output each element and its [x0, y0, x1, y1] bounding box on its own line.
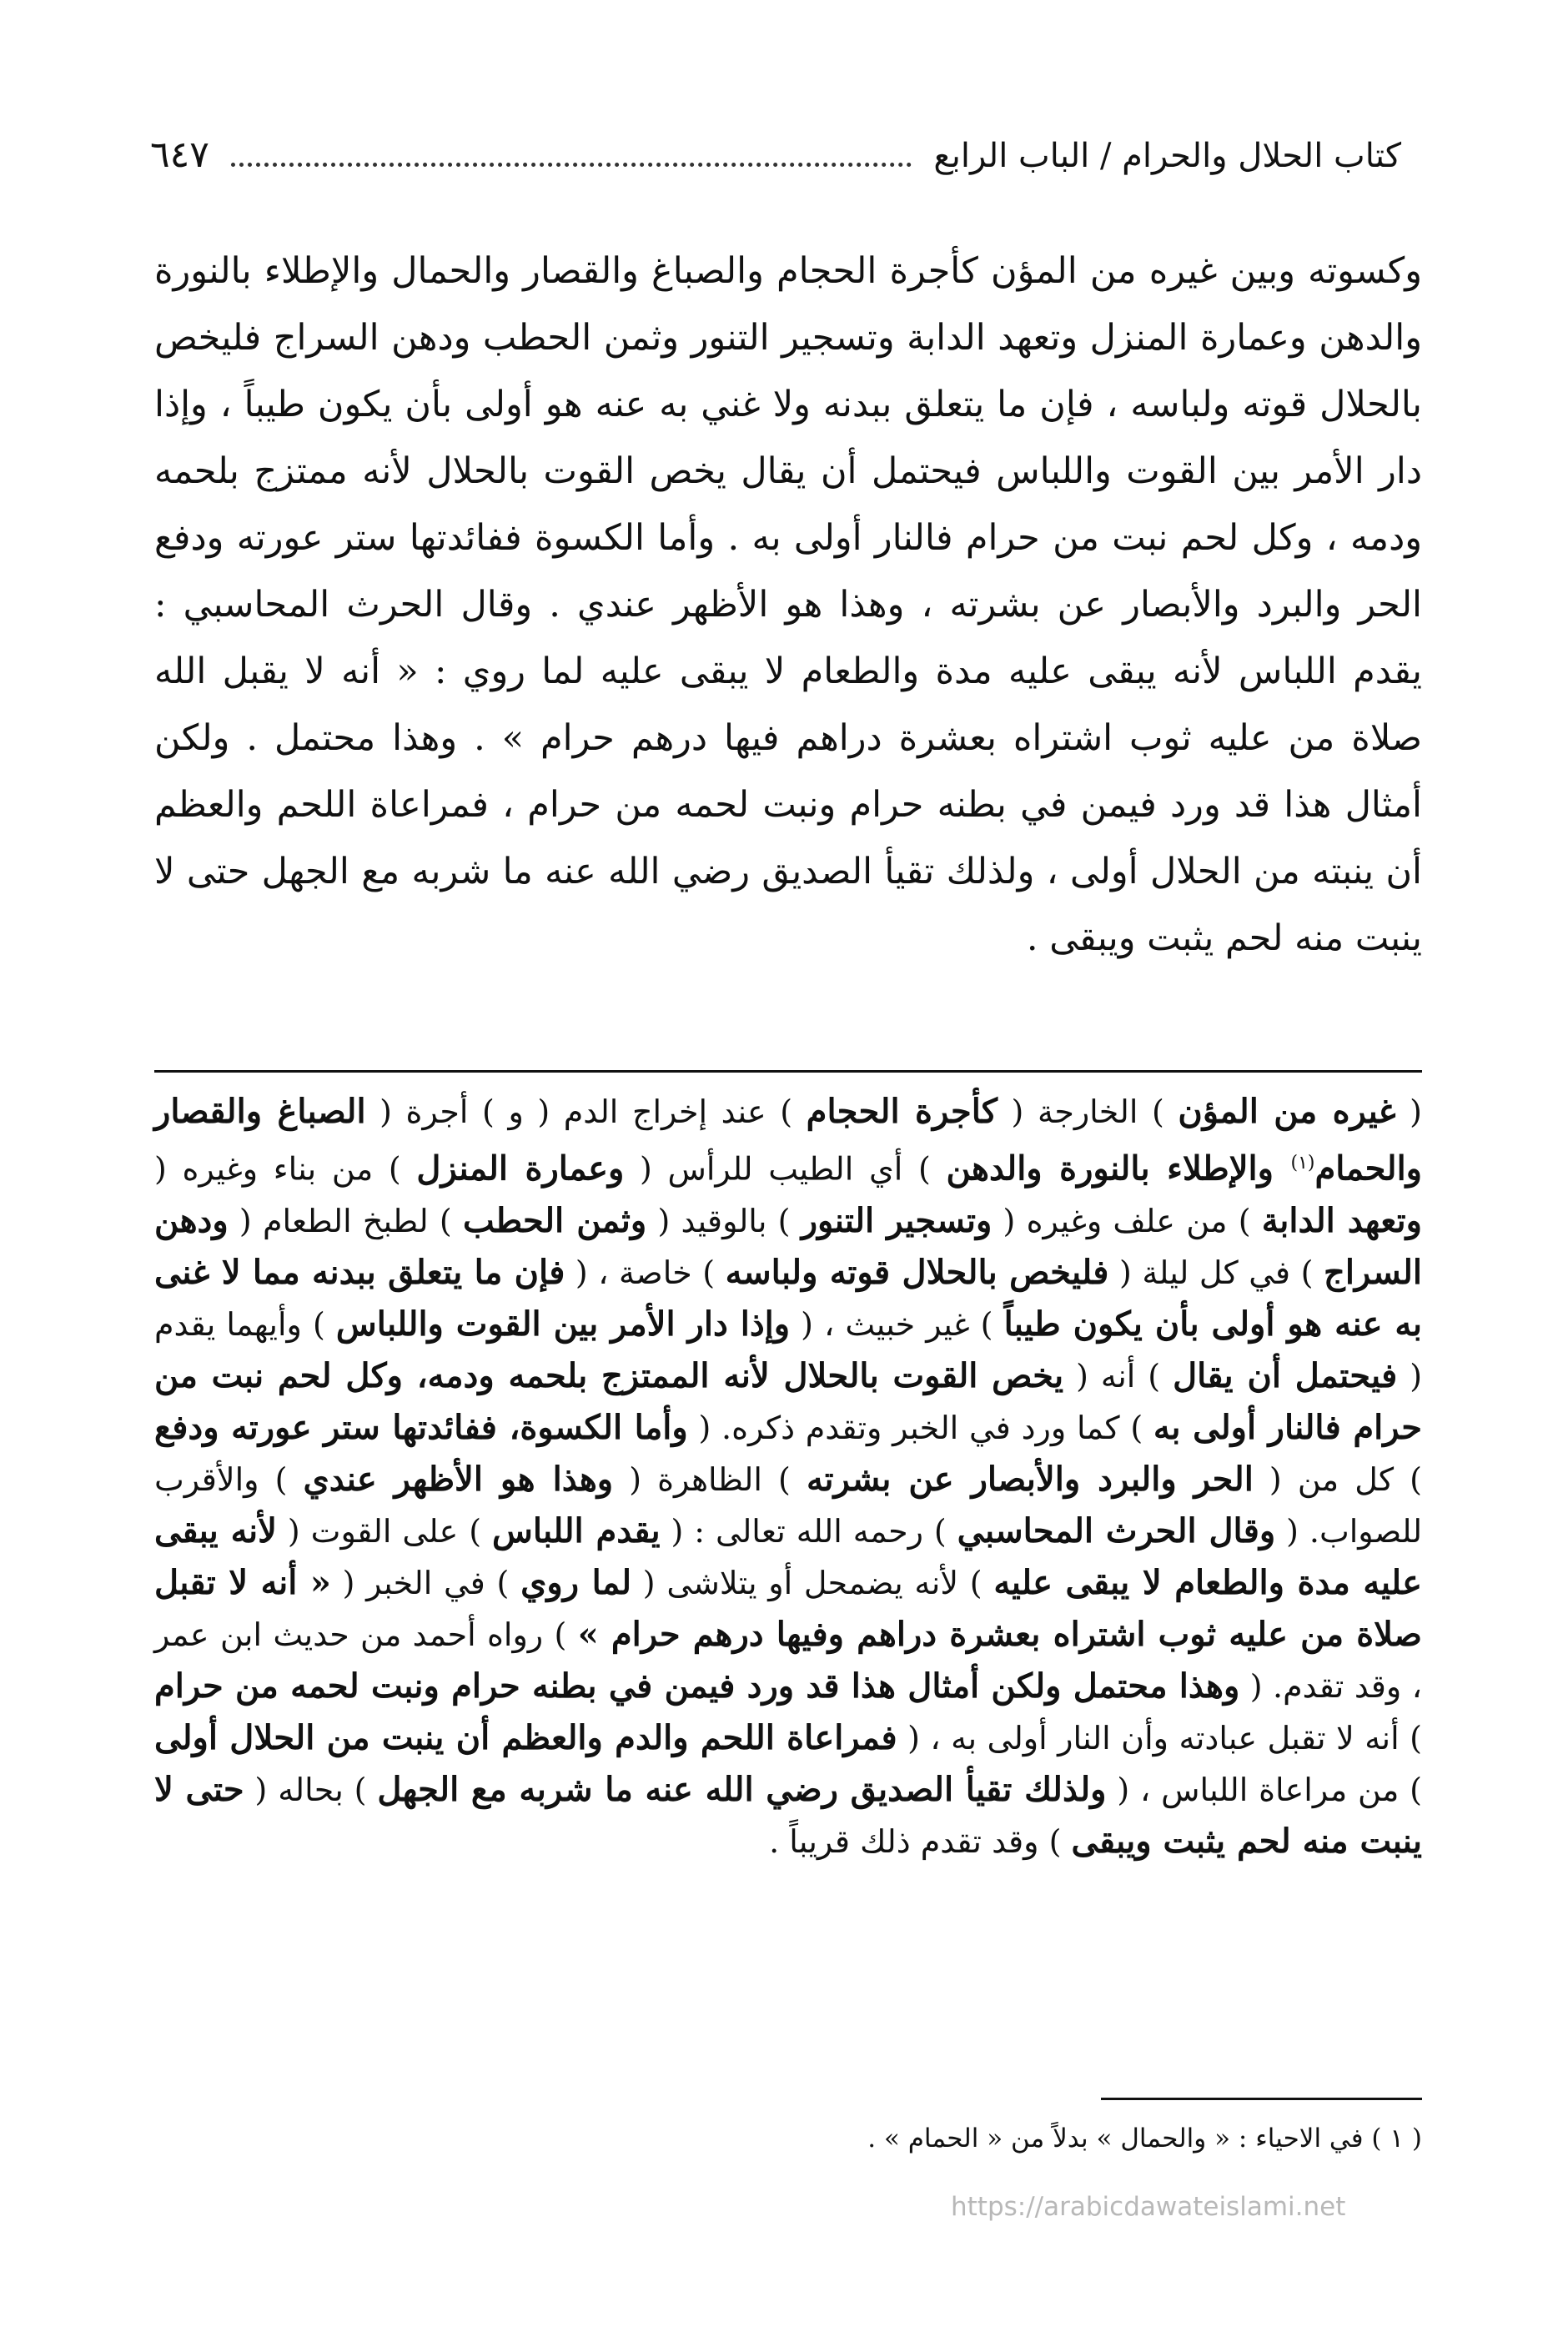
- quoted-text: كأجرة الحجام: [806, 1092, 998, 1131]
- commentary-divider: [154, 1070, 1422, 1073]
- page-number: ٦٤٧: [150, 133, 209, 176]
- explanation-text: ) على القوت (: [276, 1512, 493, 1550]
- quoted-text: لما روي: [520, 1562, 632, 1602]
- explanation-text: ) أنه (: [1063, 1357, 1173, 1395]
- explanation-text: ) في كل ليلة (: [1108, 1254, 1324, 1291]
- explanation-text: ) بالوقيد (: [646, 1202, 802, 1239]
- explanation-text: ) وقد تقدم ذلك قريباً .: [769, 1822, 1072, 1860]
- watermark-url: https://arabicdawateislami.net: [951, 2192, 1346, 2222]
- quoted-text: والإطلاء بالنورة والدهن: [946, 1148, 1291, 1189]
- explanation-text: ) عند إخراج الدم ( و ) أجرة (: [365, 1093, 807, 1130]
- footnote: ( ١ ) في الاحياء : « والحمال » بدلاً من « الحمام » .: [867, 2123, 1422, 2154]
- quoted-text: وقال الحرث المحاسبي: [957, 1510, 1276, 1550]
- quoted-text: الحر والبرد والأبصار عن بشرته: [806, 1459, 1254, 1499]
- commentary-paragraph: ( غيره من المؤن ) الخارجة ( كأجرة الحجام ) عند إخراج الدم ( و ) أجرة ( الصباغ والقصار والحمام$^{(١)}$ والإطلاء بالنورة والدهن ) أي الطيب للرأس ( وعمارة المنزل ) من بناء وغيره ( وتعهد الدابة ) من علف وغيره ( وتسجير التنور ) بالوقيد ( وثمن الحطب ) لطبخ الطعام ( ودهن السراج ) في كل ليلة ( فليخص بالحلال قوته ولباسه ) خاصة ، ( فإن ما يتعلق ببدنه مما لا غنى به عنه هو أولى بأن يكون طيباً ) غير خبيث ، ( وإذا دار الأمر بين القوت واللباس ) وأيهما يقدم ( فيحتمل أن يقال ) أنه ( يخص القوت بالحلال لأنه الممتزج بلحمه ودمه، وكل لحم نبت من حرام فالنار أولى به ) كما ورد في الخبر وتقدم ذكره. ( وأما الكسوة، ففائدتها ستر عورته ودفع ) كل من ( الحر والبرد والأبصار عن بشرته ) الظاهرة ( وهذا هو الأظهر عندي ) والأقرب للصواب. ( وقال الحرث المحاسبي ) رحمه الله تعالى : ( يقدم اللباس ) على القوت ( لأنه يبقى عليه مدة والطعام لا يبقى عليه ) لأنه يضمحل أو يتلاشى ( لما روي ) في الخبر ( « أنه لا تقبل صلاة من عليه ثوب اشتراه بعشرة دراهم وفيها درهم حرام » ) رواه أحمد من حديث ابن عمر ، وقد تقدم. ( وهذا محتمل ولكن أمثال هذا قد ورد فيمن في بطنه حرام ونبت لحمه من حرام ) أنه لا تقبل عبادته وأن النار أولى به ، ( فمراعاة اللحم والدم والعظم أن ينبت من الحلال أولى ) من مراعاة اللباس ، ( ولذلك تقيأ الصديق رضي الله عنه ما شربه مع الجهل ) بحاله ( حتى لا ينبت منه لحم يثبت ويبقى ) وقد تقدم ذلك قريباً .: [154, 1092, 1423, 1861]
- quoted-text: ولذلك تقيأ الصديق رضي الله عنه ما شربه مع الجهل: [377, 1769, 1107, 1809]
- quoted-text: وعمارة المنزل: [416, 1148, 625, 1189]
- quoted-text: ودهن السراج: [154, 1200, 1422, 1292]
- quoted-text: الصباغ والقصار والحمام: [154, 1092, 1422, 1189]
- main-paragraph: وكسوته وبين غيره من المؤن كأجرة الحجام والصباغ والقصار والحمال والإطلاء بالنورة والدهن وعمارة المنزل وتعهد الدابة وتسجير التنور وثمن الحطب ودهن السراج فليخص بالحلال قوته ولباسه ، فإن ما يتعلق ببدنه ولا غني به عنه هو أولى بأن يكون طيباً ، وإذا دار الأمر بين القوت واللباس فيحتمل أن يقال يخص القوت بالحلال لأنه ممتزج بلحمه ودمه ، وكل لحم نبت من حرام فالنار أولى به . وأما الكسوة ففائدتها ستر عورته ودفع الحر والبرد والأبصار عن بشرته ، وهذا هو الأظهر عندي . وقال الحرث المحاسبي : يقدم اللباس لأنه يبقى عليه مدة والطعام لا يبقى عليه لما روي : « أنه لا يقبل الله صلاة من عليه ثوب اشتراه بعشرة دراهم فيها درهم حرام » . وهذا محتمل . ولكن أمثال هذا قد ورد فيمن في بطنه حرام ونبت لحمه من حرام ، فمراعاة اللحم والعظم أن ينبته من الحلال أولى ، ولذلك تقيأ الصديق رضي الله عنه ما شربه مع الجهل حتى لا ينبت منه لحم يثبت ويبقى .: [154, 250, 1422, 959]
- quoted-text: وأما الكسوة، ففائدتها ستر عورته ودفع: [154, 1407, 688, 1447]
- quoted-text: يخص القوت بالحلال لأنه الممتزج بلحمه ودمه، وكل لحم نبت من حرام فالنار أولى به: [154, 1355, 1423, 1447]
- commentary-block: [154, 1086, 1422, 1867]
- explanation-text: ) من مراعاة اللباس ، (: [1106, 1771, 1423, 1808]
- explanation-text: ) لأنه يضمحل أو يتلاشى (: [631, 1564, 994, 1601]
- page-header: [150, 133, 1401, 192]
- quoted-text: فليخص بالحلال قوته ولباسه: [725, 1252, 1109, 1292]
- quoted-text: فمراعاة اللحم والدم والعظم أن ينبت من الحلال أولى: [154, 1717, 897, 1757]
- quoted-text: وإذا دار الأمر بين القوت واللباس: [335, 1304, 791, 1344]
- explanation-text: ) رواه أحمد من حديث ابن عمر ، وقد تقدم. (: [154, 1616, 1422, 1705]
- quoted-text: وتعهد الدابة: [1261, 1200, 1422, 1240]
- quoted-text: وتسجير التنور: [801, 1200, 993, 1240]
- header-dot-leader: [231, 163, 912, 167]
- quoted-text: فيحتمل أن يقال: [1173, 1355, 1398, 1395]
- explanation-text: ) أي الطيب للرأس (: [624, 1150, 947, 1188]
- quoted-text: وهذا هو الأظهر عندي: [303, 1459, 614, 1499]
- quoted-text: يقدم اللباس: [492, 1510, 661, 1550]
- quoted-text: وهذا محتمل ولكن أمثال هذا قد ورد فيمن في بطنه حرام ونبت لحمه من حرام: [154, 1666, 1240, 1706]
- footnote-divider: [1101, 2098, 1422, 2100]
- explanation-text: ) من علف وغيره (: [992, 1202, 1262, 1239]
- footnote-marker: (١): [1290, 1153, 1315, 1174]
- quoted-text: فإن ما يتعلق ببدنه مما لا غنى به عنه هو أولى بأن يكون طيباً: [154, 1252, 1422, 1344]
- quoted-text: غيره من المؤن: [1178, 1092, 1396, 1131]
- running-title: كتاب الحلال والحرام / الباب الرابع: [933, 137, 1401, 175]
- explanation-text: ) أنه لا تقبل عبادته وأن النار أولى به ، (: [897, 1719, 1422, 1757]
- quoted-text: لأنه يبقى عليه مدة والطعام لا يبقى عليه: [154, 1510, 1423, 1602]
- explanation-text: ) غير خبيث ، (: [790, 1305, 1004, 1343]
- explanation-text: ) الخارجة (: [997, 1093, 1179, 1130]
- explanation-text: ) خاصة ، (: [565, 1254, 726, 1291]
- explanation-text: ) والأقرب للصواب. (: [154, 1460, 1423, 1550]
- explanation-text: ) من بناء وغيره (: [154, 1150, 417, 1188]
- quoted-text: « أنه لا تقبل صلاة من عليه ثوب اشتراه بعشرة دراهم وفيها درهم حرام »: [154, 1562, 1422, 1654]
- explanation-text: ) الظاهرة (: [613, 1460, 807, 1498]
- explanation-text: ) في الخبر (: [330, 1564, 521, 1601]
- explanation-text: ) رحمه الله تعالى : (: [660, 1512, 957, 1550]
- quoted-text: حتى لا ينبت منه لحم يثبت ويبقى: [154, 1769, 1422, 1861]
- explanation-text: ) كما ورد في الخبر وتقدم ذكره. (: [687, 1409, 1153, 1446]
- explanation-text: ) كل من (: [1253, 1460, 1422, 1498]
- explanation-text: ) بحاله (: [244, 1771, 378, 1808]
- quoted-text: وثمن الحطب: [462, 1200, 647, 1240]
- main-text-block: [154, 238, 1422, 972]
- explanation-text: ) لطبخ الطعام (: [228, 1202, 463, 1239]
- explanation-text: ) وأيهما يقدم (: [154, 1305, 1423, 1395]
